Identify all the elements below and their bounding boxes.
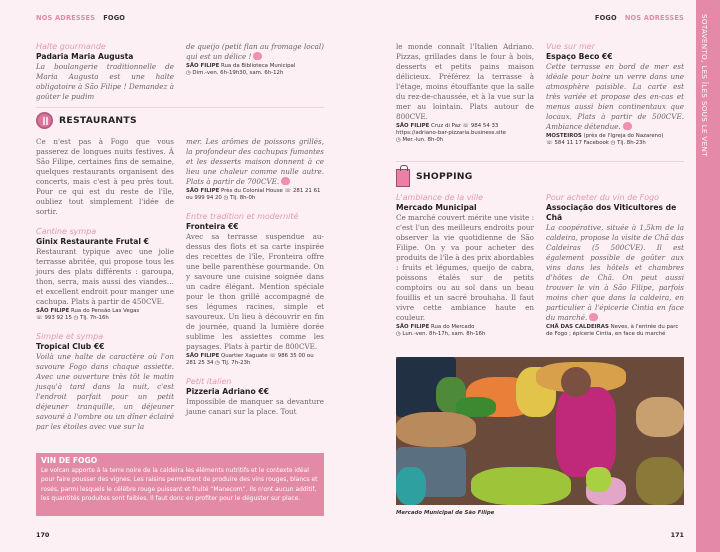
page-number-left: 170	[36, 531, 50, 539]
entry-info: SÃO FILIPE Près du Colonial House ☏ 281 21 61 ou 999 94 20 ◷ Tlj. 8h-0h	[186, 188, 321, 201]
entry-name: Pizzeria Adriano €€	[186, 387, 269, 396]
market-photo	[396, 357, 684, 505]
shopping-bag-icon	[396, 169, 410, 187]
entry-info: SÃO FILIPE Rua da Biblioteca Municipal ◷ Dim.-ven. 6h-19h30, sam. 6h-12h	[186, 63, 296, 76]
entry-info: SÃO FILIPE Cruz di Paz ☏ 984 54 33 https://adriano-bar-pizzaria.business.site ◷ Mer.-lun. 8h-0h	[396, 123, 506, 143]
entry-tag: Pour acheter du vin de Fogo	[546, 193, 660, 202]
entry-body: Avec sa terrasse suspendue au-dessus des flots et sa carte inspirée des recettes de l'île, Fronteira offre une belle parenthèse gourmande. On y savoure une cuisine soignée dans un cadre élégant. Mention spéciale pour le thon grillé accompagné de ses légumes racines, simple et savoureux. Un lieu à découvrir en fin de journée, quand la lumière dorée sublime les assiettes comme les paysages. Plats à partir de 800CVE.	[186, 232, 324, 351]
entry-body: le monde connaît l'Italien Adriano. Pizzas, grillades dans le four à bois, desserts et petits pains maison délicieux. Préférez la terrasse à l'étage, moins étouffante que la salle du rez-de-chaussée, et à la vue sur la mer au lointain. Plats autour de 800CVE.	[396, 42, 534, 121]
restaurants-col-2	[186, 137, 324, 417]
restaurants-intro: Ce n'est pas à Fogo que vous passerez de longues nuits festives. À São Filipe, certaines fins de semaine, quelques restaurants organisent des concerts, mais c'est à peu près tout. Pour ce qui est du reste de l'île, oubliez tout simplement l'idée de sortir.	[36, 137, 174, 216]
entry-name: Padaria Maria Augusta	[36, 52, 134, 61]
entry-body: de queijo (petit flan au fromage local) qui est un délice !	[186, 42, 324, 61]
shopping-header	[396, 166, 473, 187]
entry-body: mer. Les arômes de poissons grillés, la profondeur des cachupas fumantes et les desserts maison donnent à ce lieu une chaleur comme nulle autre. Plats à partir de 700CVE.	[186, 137, 324, 186]
restaurants-header	[36, 112, 137, 129]
entry-name: Ginix Restaurante Frutal €	[36, 237, 149, 246]
entry-name: Associação dos Viticultores de Chã	[546, 203, 677, 222]
box-title: VIN DE FOGO	[41, 456, 98, 465]
entry-tag: Petit italien	[186, 377, 232, 386]
entry-padaria-cont	[186, 42, 324, 77]
entry-tag: Entre tradition et modernité	[186, 212, 299, 221]
entry-info: SÃO FILIPE Rua do Pensão Las Vegas ☏ 993 92 15 ◷ Tlj. 7h-16h	[36, 308, 140, 321]
running-head-left	[36, 14, 133, 22]
section-title: RESTAURANTS	[59, 115, 137, 126]
entry-info: SÃO FILIPE Rua do Mercado ◷ Lun.-ven. 8h-17h, sam. 8h-16h	[396, 324, 486, 337]
running-head-section: NOS ADRESSES	[624, 14, 684, 22]
entry-adriano-cont	[396, 42, 534, 144]
entry-info: CHÃ DAS CALDEIRAS Neves, à l'entrée du parc de Fogo ; épicerie Cintia, en face du marché	[546, 324, 679, 337]
chapter-tab	[696, 0, 720, 552]
running-head-island: FOGO	[594, 14, 617, 22]
entry-mercado	[396, 193, 534, 338]
chapter-tab-label: SOTAVENTO, LES ÎLES SOUS LE VENT	[700, 14, 709, 157]
restaurants-col-1	[36, 137, 174, 432]
entry-name: Mercado Municipal	[396, 203, 477, 212]
box-body: Le volcan apporte à la terre noire de la caldeira les éléments nutritifs et le contexte idéal pour faire pousser des vignes. Les raisins permettent de produire des vins rouges, blancs et rosés, parmi lesquels le célèbre rouge puissant et fruité “Manecom”. Ils n'ont aucun additif, les quantités produites sont faibles. Il faut donc en profiter pour le déguster sur place.	[41, 467, 318, 503]
entry-body: Ce marché couvert mérite une visite : c'est l'un des meilleurs endroits pour observer la vie quotidienne de São Filipe. On y va pour acheter des produits de l'île à des prix abordables : fruits et légumes, queijo de cabra, poissons étalés sur de petits comptoirs ou au sol dans un beau fouillis et un sacré brouhaha. Il faut vivre cette ambiance haute en couleur.	[396, 213, 534, 322]
heart-icon	[281, 177, 290, 185]
photo-caption: Mercado Municipal de São Filipe	[396, 510, 495, 516]
running-head-right	[587, 14, 684, 22]
page-number-right: 171	[670, 531, 684, 539]
entry-tag: Vue sur mer	[546, 42, 595, 51]
entry-info: SÃO FILIPE Quartier Xaguate ☏ 986 35 00 ou 281 25 34 ◷ Tlj. 7h-23h	[186, 353, 314, 366]
divider	[396, 161, 684, 162]
entry-name: Fronteira €€	[186, 222, 239, 231]
running-head-section: NOS ADRESSES	[36, 14, 96, 22]
entry-tag: L'ambiance de la ville	[396, 193, 484, 202]
entry-body: Impossible de manquer sa devanture jaune canari sur la place. Tout	[186, 397, 324, 416]
entry-info: MOSTEIROS (près de l'Igreja do Nazareno) ☏ 584 11 17 Facebook ◷ Tlj. 8h-23h	[546, 133, 664, 146]
section-title: SHOPPING	[416, 171, 473, 182]
restaurant-cutlery-icon	[36, 112, 53, 129]
entry-body: Restaurant typique avec une jolie terrasse abritée, qui propose tous les jours des plats différents : garoupa, thon, serra, mais aussi des viandes… et excellent endroit pour manger une cachupa. Plats à partir de 450CVE.	[36, 247, 174, 306]
entry-tag: Simple et sympa	[36, 332, 104, 341]
entry-tag: Halte gourmande	[36, 42, 106, 51]
entry-espaco-beco	[546, 42, 684, 147]
website-link[interactable]: https://adriano-bar-pizzaria.business.site	[396, 130, 506, 136]
vin-de-fogo-box	[36, 453, 324, 516]
entry-name: Tropical Club €€	[36, 342, 105, 351]
heart-icon	[623, 122, 632, 130]
divider	[36, 107, 324, 108]
entry-body: La boulangerie traditionnelle de Maria Augusta est une halte obligatoire à São Filipe ! Demandez à goûter le pudim	[36, 62, 174, 101]
entry-associacao	[546, 193, 684, 338]
entry-name: Espaço Beco €€	[546, 52, 613, 61]
running-head-island: FOGO	[103, 14, 126, 22]
entry-body: Voilà une halte de caractère où l'on savoure Fogo dans chaque assiette. Avec une ouverture très tôt le matin jusqu'à tard dans la nuit, c'est l'endroit parfait pour un petit déjeuner tranquille, un déjeuner savouré à l'ombre ou un dîner éclairé par les étoiles avec vue sur la	[36, 352, 174, 431]
entry-tag: Cantine sympa	[36, 227, 97, 236]
entry-body: La coopérative, située à 1,5km de la caldeira, propose la visite de Chã das Caldeiras (5 500CVE). Il est également possible de goûter aux vins dans les hôtels et chambres d'hôtes de Chã. On peut aussi trouver le vin à São Filipe, parfois moins cher que dans la caldeira, en particulier à l'épicerie Cintia en face du marché.	[546, 223, 684, 322]
heart-icon	[253, 52, 262, 60]
heart-icon	[589, 313, 598, 321]
entry-padaria	[36, 42, 174, 102]
entry-body: Cette terrasse en bord de mer est idéale pour boire un verre dans une atmosphère paisible. La carte est très variée et propose des en-cas et menus aussi bien continentaux que locaux. Plats à partir de 500CVE. Ambiance détendue.	[546, 62, 684, 131]
